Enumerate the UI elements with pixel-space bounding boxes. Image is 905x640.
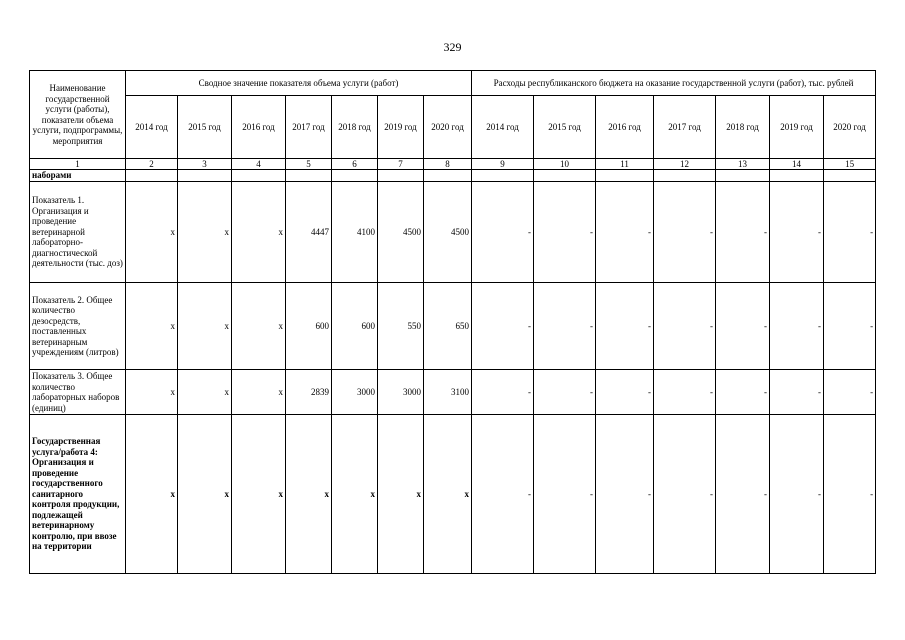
volume-cell: x (126, 415, 178, 574)
volume-cell: x (232, 415, 286, 574)
row-label: Показатель 1. Организация и проведение ветеринарной лабораторно-диагностической деятельности (тыс. доз) (30, 182, 126, 283)
row-label: Показатель 2. Общее количество дезосредств, поставленных ветеринарным учреждениям (литров) (30, 283, 126, 370)
volume-cell: 3100 (424, 370, 472, 415)
expense-cell: - (534, 283, 596, 370)
expense-cell: - (654, 182, 716, 283)
volume-cell: x (126, 182, 178, 283)
volume-cell: 4447 (286, 182, 332, 283)
volume-cell: 650 (424, 283, 472, 370)
volume-cell: x (424, 415, 472, 574)
header-expense-group: Расходы республиканского бюджета на оказание государственной услуги (работ), тыс. рублей (472, 71, 876, 96)
volume-cell: 600 (332, 283, 378, 370)
column-number: 3 (178, 159, 232, 170)
expense-cell: - (472, 370, 534, 415)
volume-cell: 4500 (424, 182, 472, 283)
column-number: 7 (378, 159, 424, 170)
expense-cell: - (770, 415, 824, 574)
expense-cell: - (770, 182, 824, 283)
volume-cell: x (232, 283, 286, 370)
volume-cell: 4100 (332, 182, 378, 283)
expense-cell: - (716, 415, 770, 574)
header-year: 2020 год (424, 96, 472, 159)
expense-cell: - (716, 370, 770, 415)
header-year: 2018 год (716, 96, 770, 159)
table-row (30, 415, 876, 574)
section-row (30, 170, 876, 182)
column-number: 14 (770, 159, 824, 170)
section-label: наборами (30, 170, 126, 182)
volume-cell: x (178, 370, 232, 415)
header-year: 2014 год (472, 96, 534, 159)
column-number: 8 (424, 159, 472, 170)
expense-cell: - (824, 370, 876, 415)
header-year: 2015 год (178, 96, 232, 159)
expense-cell: - (654, 415, 716, 574)
volume-cell: 2839 (286, 370, 332, 415)
page-number: 329 (443, 40, 462, 54)
table-row (30, 370, 876, 415)
expense-cell: - (654, 283, 716, 370)
expense-cell: - (716, 283, 770, 370)
volume-cell: x (332, 415, 378, 574)
header-year: 2017 год (286, 96, 332, 159)
column-number: 11 (596, 159, 654, 170)
volume-cell: x (178, 182, 232, 283)
column-number: 1 (30, 159, 126, 170)
column-number: 2 (126, 159, 178, 170)
expense-cell: - (596, 415, 654, 574)
header-year: 2019 год (770, 96, 824, 159)
header-year: 2014 год (126, 96, 178, 159)
volume-cell: x (232, 182, 286, 283)
volume-cell: 3000 (378, 370, 424, 415)
expense-cell: - (534, 182, 596, 283)
volume-cell: 4500 (378, 182, 424, 283)
header-row-years (30, 96, 876, 159)
volume-cell: x (126, 283, 178, 370)
header-year: 2016 год (232, 96, 286, 159)
header-year: 2020 год (824, 96, 876, 159)
volume-cell: x (126, 370, 178, 415)
expense-cell: - (770, 283, 824, 370)
expense-cell: - (716, 182, 770, 283)
header-year: 2015 год (534, 96, 596, 159)
budget-table (29, 70, 876, 574)
volume-cell: x (286, 415, 332, 574)
table-row (30, 283, 876, 370)
header-year: 2017 год (654, 96, 716, 159)
column-number: 6 (332, 159, 378, 170)
volume-cell: x (232, 370, 286, 415)
volume-cell: x (178, 415, 232, 574)
volume-cell: 600 (286, 283, 332, 370)
column-number: 15 (824, 159, 876, 170)
header-year: 2018 год (332, 96, 378, 159)
row-label: Показатель 3. Общее количество лабораторных наборов (единиц) (30, 370, 126, 415)
column-number: 5 (286, 159, 332, 170)
expense-cell: - (472, 182, 534, 283)
column-number: 4 (232, 159, 286, 170)
volume-cell: x (178, 283, 232, 370)
expense-cell: - (654, 370, 716, 415)
column-number: 13 (716, 159, 770, 170)
column-number: 10 (534, 159, 596, 170)
header-year: 2016 год (596, 96, 654, 159)
expense-cell: - (596, 182, 654, 283)
expense-cell: - (534, 370, 596, 415)
column-number: 9 (472, 159, 534, 170)
expense-cell: - (472, 283, 534, 370)
header-row-groups (30, 71, 876, 96)
expense-cell: - (824, 415, 876, 574)
header-year: 2019 год (378, 96, 424, 159)
table-row (30, 182, 876, 283)
row-label: Государственная услуга/работа 4: Организация и проведение государственного санитарного контроля продукции, подлежащей ветеринарному контролю, при ввозе на территории (30, 415, 126, 574)
volume-cell: 550 (378, 283, 424, 370)
expense-cell: - (770, 370, 824, 415)
volume-cell: 3000 (332, 370, 378, 415)
expense-cell: - (824, 283, 876, 370)
volume-cell: x (378, 415, 424, 574)
column-number-row (30, 159, 876, 170)
header-name-column: Наименование государственной услуги (работы), показатели объема услуги, подпрограммы, мероприятия (30, 71, 126, 159)
expense-cell: - (596, 283, 654, 370)
expense-cell: - (472, 415, 534, 574)
column-number: 12 (654, 159, 716, 170)
expense-cell: - (534, 415, 596, 574)
expense-cell: - (596, 370, 654, 415)
header-volume-group: Сводное значение показателя объема услуги (работ) (126, 71, 472, 96)
expense-cell: - (824, 182, 876, 283)
